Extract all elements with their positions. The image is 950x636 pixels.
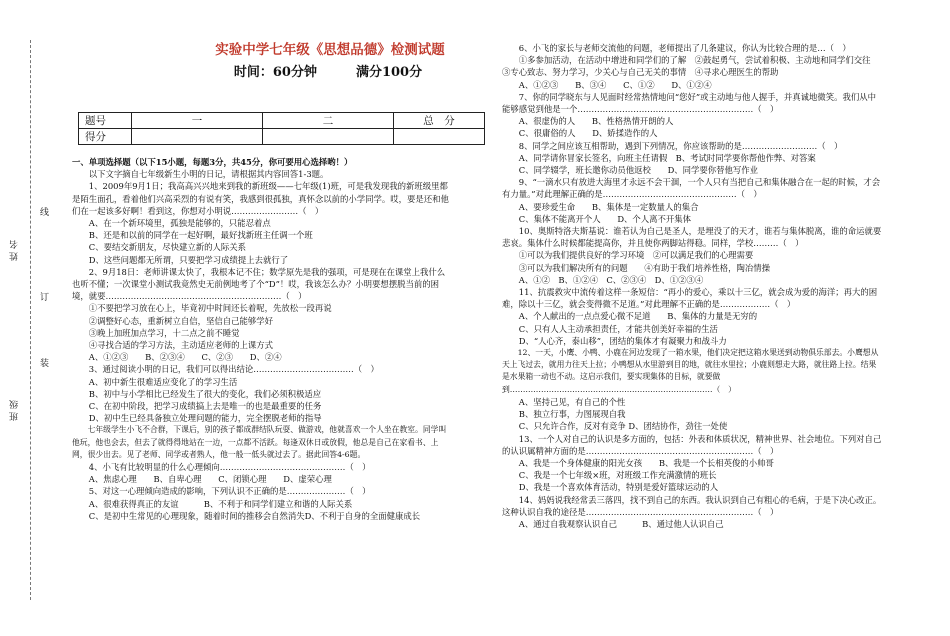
answer-option: C、是初中生常见的心理现象，随着时间的推移会自然消失D、不利于自身的全面健康成长 [88, 510, 421, 521]
answer-option: C、在初中阶段，把学习成绩搞上去是唯一的也是最重要的任务 [88, 401, 322, 412]
answer-option: D、“人心齐，泰山移”，团结的集体才有凝聚力和战斗力 [518, 335, 727, 346]
question-text: 6、小飞的家长与老师交流他的问题，老师提出了几条建议，你认为比较合理的是…（ ） [518, 43, 851, 53]
answer-option: ①不要把学习放在心上，毕竟初中时间还长着呢，先放松一段再说 [88, 303, 332, 314]
answer-option: ①可以为我们提供良好的学习环境 ②可以满足我们的心理需要 [518, 250, 754, 261]
exam-subtitle: 时间：60分钟 满分100分 [233, 65, 423, 80]
question-text: 12、一天，小鹰、小鸭、小鹿在河边发现了一箱水果，他们决定把这箱水果送到动物俱乐部去。小鹰想从天上飞过去，就用力往天上拉；小鸭想从水里游到目的地，就往水里拉；小鹿则想走大路，就往路上拉。结果是水果箱一动也不动。这启示我们，要实现集体的目标，就要做到……………………………………………………………………（ ） [502, 348, 879, 394]
question-text: 11、抗震救灾中流传着这样一条短信：“再小的爱心，乘以十三亿，就会成为爱的海洋；再大的困难，除以十三亿，就会变得微不足道。”对此理解不正确的是………………（ ） [502, 287, 878, 310]
answer-option: A、坚持己见，有自己的个性 [518, 396, 626, 407]
score-cell: 二 [263, 113, 394, 129]
section-heading: 一、单项选择题（以下15小题，每题3分，共45分，你可要用心选择哟！） [72, 157, 353, 167]
question-text: 9、“一滴水只有放进大海里才永远不会干涸，一个人只有当把自己和集体融合在一起的时候，才会有力量。”对此理解正确的是…………………………………………（ ） [502, 177, 881, 200]
question-text: 13、一个人对自己的认识是多方面的，包括：外表和体质状况，精神世界、社会地位。下列对自己的认识属精神方面的是……………………………………………………（ ） [502, 433, 882, 456]
answer-option: A、①②③ B、③④ C、①② D、①②④ [518, 79, 712, 90]
answer-option: A、焦虑心理 B、自卑心理 C、闭锁心理 D、虚荣心理 [88, 474, 332, 485]
score-cell: 一 [132, 113, 263, 129]
answer-option: ④寻找合适的学习方法，主动适应老师的上课方式 [88, 340, 274, 351]
question-text: 4、小飞有比较明显的什么心理倾向………………………………………（ ） [88, 462, 371, 473]
answer-option: C、同学辍学，班长邀你动员他返校 D、同学要你替他写作业 [518, 165, 759, 176]
score-table [78, 112, 485, 145]
answer-option: A、我是一个身体健康的阳光女孩 B、我是一个长相英俊的小帅哥 [518, 457, 774, 468]
answer-option: D、我是一个喜欢体育活动，特别是爱好篮球运动的人 [518, 482, 719, 493]
question-text: 5、对这一心理倾向造成的影响，下列认识不正确的是…………………（ ） [88, 486, 371, 497]
answer-option: ③晚上加班加点学习，十二点之前不睡觉 [88, 327, 240, 338]
question-text: 7、你的同学晓东与人见面时经常热情地问“您好”或主动地与他人握手，并真诚地微笑。我们从中能够感觉到他是一个………………………………………………………（ ） [502, 91, 877, 115]
exam-title: 实验中学七年级《思想品德》检测试题 [215, 42, 445, 58]
question-text: ①多参加活动，在活动中增进和同学们的了解 ②鼓起勇气，尝试着积极、主动地和同学们交往 ③专心致志、努力学习，少关心与自己无关的事情 ④寻求心理医生的帮助 [502, 55, 879, 78]
score-table-row [79, 129, 485, 145]
score-input-cell [394, 129, 485, 145]
score-input-cell [132, 129, 263, 145]
question-text: 3、通过阅读小明的日记，我们可以得出结论………………………………（ ） [88, 364, 379, 375]
question-text: 2、9月18日：老师讲课太快了，我根本记不住；数学原先是我的强项，可是现在在课堂上我什么也听不懂；一次课堂小测试我竟然史无前例地考了个“D”！哎，我该怎么办？小明要想摆脱当前的困境，就要………………………………………………………（ ） [72, 266, 446, 302]
line-char-3: 装 [40, 359, 50, 369]
score-cell: 得分 [79, 129, 132, 145]
name-label: 姓 名 [10, 240, 20, 261]
class-label: 班 级 [10, 400, 20, 421]
question-text: 以下文字摘自七年级新生小明的日记，请根据其内容回答1-3题。 [88, 169, 329, 180]
question-text: 1、2009年9月1日；我高高兴兴地来到我的新班级——七年级(1)班，可是我发现我的新班级里都是陌生面孔，看着他们兴高采烈的有说有笑，我感到很孤独，真怀念以前的小学同学。哎，要是还和他们在一起该多好啊！看到这，你想对小明说……………………（ ） [72, 181, 449, 216]
answer-option: A、①② B、①②④ C、②③④ D、①②③④ [518, 274, 704, 285]
line-char-2: 订 [40, 293, 50, 303]
question-text: 10、奥斯特洛夫斯基说：谁若认为自己是圣人，是埋没了的天才，谁若与集体脱离，谁的命运就要悲哀。集体什么时候都能提高你，并且使你两脚站得稳。同样，学校………（ ） [502, 226, 882, 249]
answer-option: B、还是和以前的同学在一起好啊，最好找新班主任调一个班 [88, 230, 313, 241]
answer-option: A、很难获得真正的友谊 B、不利于和同学们建立和谐的人际关系 [88, 498, 353, 509]
answer-option: C、只有人人主动承担责任，才能共创美好幸福的生活 [518, 323, 718, 334]
answer-option: A、同学请你冒家长签名，向班主任请假 B、考试时同学要你帮他作弊、对答案 [518, 152, 816, 163]
score-input-cell [263, 129, 394, 145]
answer-option: C、很庸俗的人 D、娇揉造作的人 [518, 128, 658, 139]
answer-option: C、要结交新朋友，尽快建立新的人际关系 [88, 242, 246, 253]
answer-option: B、独立行事，力图展现自我 [518, 409, 626, 420]
answer-option: C、只允许合作，反对有竞争 D、团结协作，劲往一处使 [518, 421, 728, 432]
answer-option: ③可以为我们解决所有的问题 ④有助于我们培养性格，陶冶情操 [518, 262, 771, 273]
answer-option: ②调整好心态，重新树立自信，坚信自己能够学好 [88, 315, 274, 326]
question-text: 8、同学之间应该互相帮助，遇到下列情况，你应该帮助的是………………………（ ） [518, 140, 843, 151]
answer-option: A、初中新生很难适应变化了的学习生活 [88, 376, 238, 387]
answer-option: B、初中与小学相比已经发生了很大的变化，我们必须积极适应 [88, 388, 322, 399]
answer-option: D、初中生已经具备独立处理问题的能力，完全摆脱老师的指导 [88, 413, 322, 424]
answer-option: A、在一个新环境里，孤独是能够的，只能忍着点 [88, 218, 271, 229]
line-char-1: 线 [40, 208, 50, 218]
answer-option: A、要珍爱生命 B、集体是一定数量人的集合 [518, 201, 699, 212]
score-table-header-row [79, 113, 485, 129]
answer-option: A、通过自我观察认识自己 B、通过他人认识自己 [518, 518, 724, 529]
answer-option: A、①②③ B、②③④ C、②③ D、②④ [88, 352, 282, 363]
score-cell: 总 分 [394, 113, 485, 129]
answer-option: D、这些问题都无所谓，只要把学习成绩提上去就行了 [88, 254, 289, 265]
right-column [502, 42, 882, 530]
answer-option: C、集体不能离开个人 D、个人离不开集体 [518, 213, 692, 224]
question-text: 14、妈妈说我经常丢三落四，找不到自己的东西。我认识到自己有粗心的毛病，于是下决心改正。这种认识自我的途径是……………………………………………………（ ） [502, 494, 882, 517]
left-column [72, 156, 452, 522]
answer-option: A、个人献出的一点点爱心微不足道 B、集体的力量是无穷的 [518, 311, 758, 322]
binding-line [30, 40, 31, 600]
answer-option: A、很虚伪的人 B、性格热情开朗的人 [518, 116, 674, 127]
question-text: 七年级学生小飞不合群，下课后，别的孩子都成群结队玩耍、做游戏，他就喜欢一个人坐在教室。同学叫他玩，他也会去，但去了就得得地站在一边，一点都不活跃。每逢双休日或放假，他总是自己在家看书、上网，很少出去。见了老师、同学或者熟人，他一般一低头就过去了。据此回答4-6题。 [72, 425, 447, 459]
answer-option: C、我是一个七年级×班，对班级工作充满激情的班长 [518, 470, 717, 481]
score-cell: 题号 [79, 113, 132, 129]
